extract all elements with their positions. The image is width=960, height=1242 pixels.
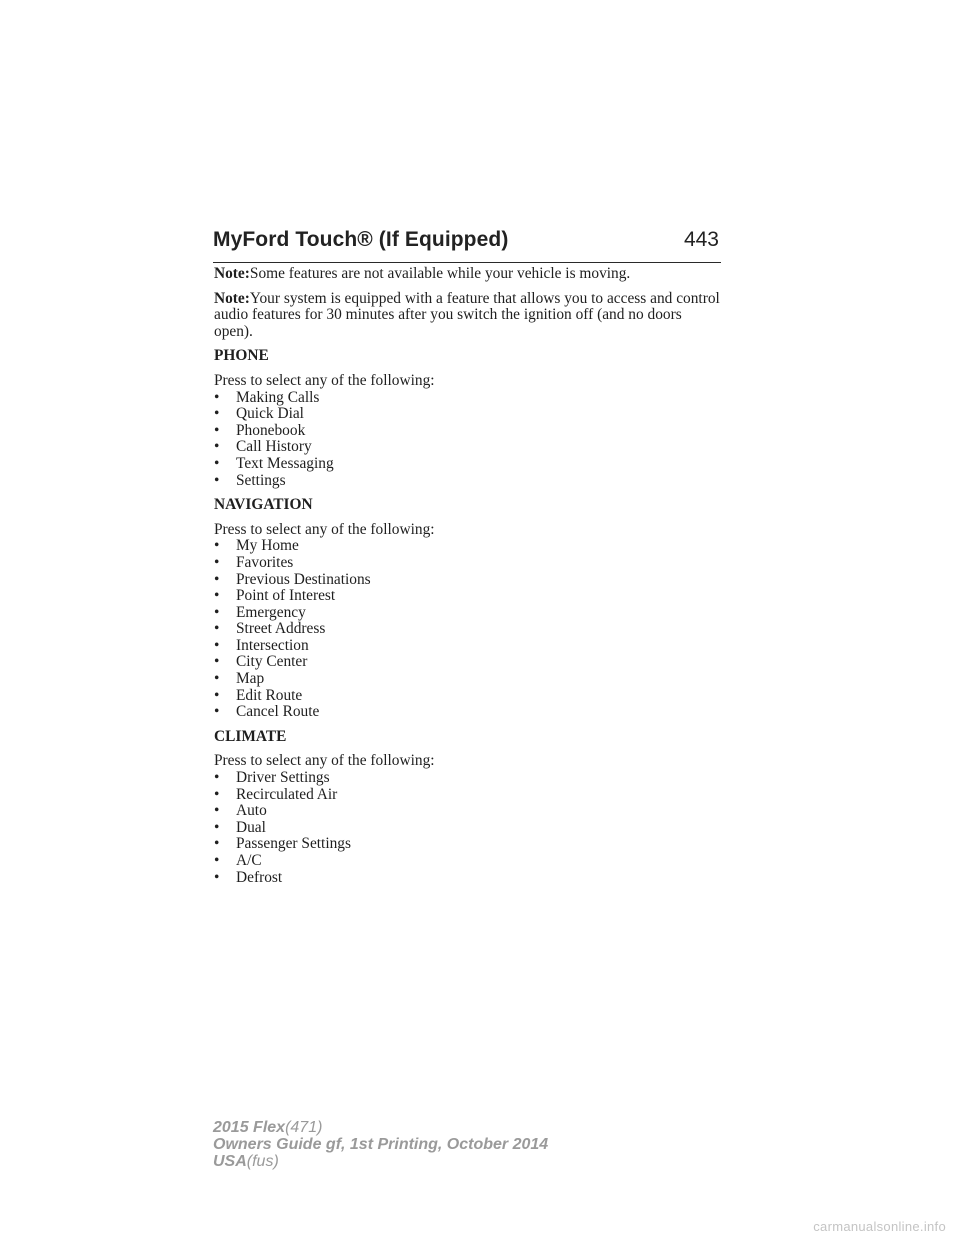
list-item-label: Passenger Settings — [236, 835, 351, 853]
note-label: Note: — [214, 289, 250, 307]
list-item-label: Quick Dial — [236, 405, 304, 423]
list-item-label: Street Address — [236, 620, 326, 638]
list-item — [214, 406, 724, 423]
list-item — [214, 671, 724, 688]
bullet-icon: • — [214, 785, 220, 803]
list-item-label: Defrost — [236, 868, 283, 886]
page-title: MyFord Touch® (If Equipped) — [213, 228, 509, 251]
page-header — [213, 228, 721, 263]
list-item — [214, 473, 724, 490]
list-item — [214, 390, 724, 407]
bullet-icon: • — [214, 603, 220, 621]
bullet-icon: • — [214, 388, 220, 406]
note-paragraph — [214, 291, 724, 341]
list-item — [214, 803, 724, 820]
bullet-icon: • — [214, 471, 220, 489]
note-text: Your system is equipped with a feature that allows you to access and control audio features for 30 minutes after you switch the ignition off (and no doors open). — [214, 289, 720, 340]
list-item — [214, 555, 724, 572]
list-item-label: Auto — [236, 802, 267, 820]
page-number: 443 — [683, 228, 719, 251]
list-item-label: Making Calls — [236, 388, 320, 406]
list-item — [214, 423, 724, 440]
bullet-icon: • — [214, 587, 220, 605]
bullet-icon: • — [214, 438, 220, 456]
list-item — [214, 439, 724, 456]
section-heading: NAVIGATION — [214, 496, 313, 514]
bullet-icon: • — [214, 421, 220, 439]
bullet-icon: • — [214, 454, 220, 472]
section-heading: PHONE — [214, 347, 269, 365]
footer-guide: Owners Guide gf, 1st Printing, October 2014 — [213, 1136, 549, 1153]
section-intro: Press to select any of the following: — [214, 371, 435, 389]
bullet-icon: • — [214, 868, 220, 886]
list-item — [214, 770, 724, 787]
bullet-icon: • — [214, 636, 220, 654]
list-item-label: Driver Settings — [236, 769, 330, 787]
bullet-icon: • — [214, 802, 220, 820]
footer-market: USA — [213, 1153, 247, 1170]
footer-line-model — [213, 1119, 548, 1136]
list-item-label: Phonebook — [236, 421, 306, 439]
list-item-label: Text Messaging — [236, 454, 334, 472]
menu-sections — [214, 348, 724, 886]
list-item — [214, 836, 724, 853]
list-item-label: Point of Interest — [236, 587, 336, 605]
list-item — [214, 870, 724, 887]
list-item — [214, 538, 724, 555]
bullet-icon: • — [214, 553, 220, 571]
list-item-label: Recirculated Air — [236, 785, 338, 803]
list-item — [214, 572, 724, 589]
list-item — [214, 638, 724, 655]
list-item — [214, 605, 724, 622]
page-footer — [213, 1119, 548, 1170]
list-item-label: Settings — [236, 471, 286, 489]
bullet-list — [214, 538, 724, 721]
list-item — [214, 654, 724, 671]
list-item — [214, 704, 724, 721]
list-item — [214, 588, 724, 605]
note-text: Some features are not available while your vehicle is moving. — [249, 265, 631, 282]
list-item-label: Emergency — [236, 603, 306, 621]
bullet-icon: • — [214, 686, 220, 704]
list-item — [214, 820, 724, 837]
note-paragraph — [214, 266, 724, 283]
bullet-icon: • — [214, 818, 220, 836]
bullet-icon: • — [214, 570, 220, 588]
note-label: Note: — [214, 265, 250, 282]
watermark-text: carmanualsonline.info — [813, 1219, 946, 1234]
list-item — [214, 787, 724, 804]
bullet-icon: • — [214, 620, 220, 638]
footer-market-code: (fus) — [246, 1153, 279, 1170]
list-item-label: Previous Destinations — [236, 570, 371, 588]
list-item-label: Call History — [236, 438, 312, 456]
bullet-icon: • — [214, 835, 220, 853]
list-item-label: Dual — [236, 818, 266, 836]
footer-model-code: (471) — [285, 1119, 323, 1136]
bullet-icon: • — [214, 537, 220, 555]
bullet-icon: • — [214, 670, 220, 688]
list-item-label: Edit Route — [236, 686, 303, 704]
list-item-label: Cancel Route — [236, 703, 320, 721]
section-intro: Press to select any of the following: — [214, 752, 435, 770]
list-item — [214, 456, 724, 473]
section-heading: CLIMATE — [214, 727, 287, 745]
list-item-label: Map — [236, 670, 265, 688]
bullet-icon: • — [214, 852, 220, 869]
list-item — [214, 688, 724, 705]
list-item — [214, 621, 724, 638]
bullet-list — [214, 390, 724, 490]
footer-model: 2015 Flex — [213, 1119, 286, 1136]
bullet-list — [214, 770, 724, 886]
list-item — [214, 853, 724, 870]
section-intro: Press to select any of the following: — [214, 520, 435, 538]
bullet-icon: • — [214, 769, 220, 787]
bullet-icon: • — [214, 703, 220, 721]
list-item-label: Intersection — [236, 636, 309, 654]
footer-line-guide — [213, 1136, 548, 1153]
page-content — [214, 266, 724, 894]
bullet-icon: • — [214, 653, 220, 671]
footer-line-market — [213, 1153, 548, 1170]
list-item-label: A/C — [236, 852, 262, 869]
list-item-label: Favorites — [236, 553, 294, 571]
bullet-icon: • — [214, 405, 220, 423]
list-item-label: City Center — [236, 653, 308, 671]
list-item-label: My Home — [236, 537, 299, 555]
